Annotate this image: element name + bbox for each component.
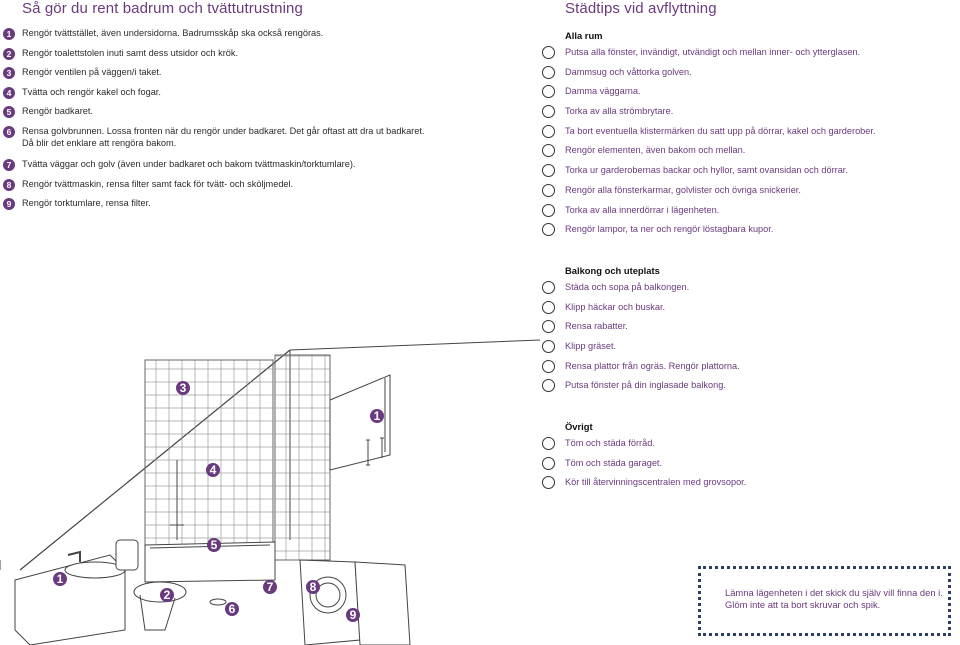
checkbox-circle-icon[interactable] <box>542 360 555 373</box>
checklist-item-label: Torka av alla strömbrytare. <box>565 106 674 117</box>
section-heading-balkong: Balkong och uteplats <box>565 265 660 276</box>
marker-3 <box>176 381 190 395</box>
checklist-item-label: Klipp häckar och buskar. <box>565 301 666 312</box>
checklist-item[interactable] <box>542 341 942 361</box>
checkbox-circle-icon[interactable] <box>542 223 555 236</box>
marker-8 <box>306 580 320 594</box>
checkbox-circle-icon[interactable] <box>542 281 555 294</box>
svg-text:7: 7 <box>266 580 274 594</box>
step-text: Rengör toalettstolen inuti samt dess utsidor och krök. <box>22 47 239 58</box>
step-text-line1: Rensa golvbrunnen. Lossa fronten när du rengör under badkaret. Det går oftast att dra ut badkaret. <box>22 125 425 136</box>
checkbox-circle-icon[interactable] <box>542 164 555 177</box>
marker-1 <box>370 409 384 423</box>
step-item <box>0 197 460 217</box>
checklist-item-label: Töm och städa förråd. <box>565 438 655 448</box>
checkbox-circle-icon[interactable] <box>542 105 555 118</box>
checklist-item[interactable] <box>542 380 942 400</box>
note-line-2: Glöm inte att ta bort skruvar och spik. <box>725 599 881 610</box>
checklist-item-label: Putsa alla fönster, invändigt, utvändigt och mellan inner- och ytterglasen. <box>565 47 861 57</box>
svg-text:3: 3 <box>179 381 187 395</box>
step-text: Rengör tvättstället, även undersidorna. Badrumsskåp ska också rengöras. <box>22 28 324 38</box>
checklist-item[interactable] <box>542 224 942 244</box>
checklist-item[interactable] <box>542 126 942 146</box>
step-text: Tvätta väggar och golv (även under badkaret och bakom tvättmaskin/torktumlare). <box>22 158 356 169</box>
cleaning-steps-list <box>0 27 460 217</box>
svg-text:8: 8 <box>309 580 317 594</box>
marker-4 <box>206 463 220 477</box>
checklist-item[interactable] <box>542 145 942 165</box>
checkbox-circle-icon[interactable] <box>542 85 555 98</box>
step-text: Rengör torktumlare, rensa filter. <box>22 198 151 209</box>
reminder-note-box <box>698 566 951 636</box>
checklist-item[interactable] <box>542 165 942 185</box>
step-item <box>0 105 460 125</box>
checkbox-circle-icon[interactable] <box>542 437 555 450</box>
svg-text:2: 2 <box>163 588 171 602</box>
checkbox-circle-icon[interactable] <box>542 144 555 157</box>
step-text: Tvätta och rengör kakel och fogar. <box>22 86 161 97</box>
checklist-balkong <box>542 282 942 400</box>
checkbox-circle-icon[interactable] <box>542 125 555 138</box>
checklist-item-label: Kör till återvinningscentralen med grovsopor. <box>565 477 747 488</box>
checklist-item[interactable] <box>542 438 942 458</box>
step-item <box>0 66 460 86</box>
marker-5 <box>207 538 221 552</box>
checklist-item-label: Damma väggarna. <box>565 86 641 97</box>
checkbox-circle-icon[interactable] <box>542 476 555 489</box>
bathroom-illustration <box>0 330 540 645</box>
checklist-item[interactable] <box>542 86 942 106</box>
checkbox-circle-icon[interactable] <box>542 301 555 314</box>
svg-text:6: 6 <box>228 602 236 616</box>
checklist-ovrigt <box>542 438 942 497</box>
checkbox-circle-icon[interactable] <box>542 46 555 59</box>
step-number-badge: 3 <box>3 67 15 79</box>
checklist-item-label: Rensa plattor från ogräs. Rengör plattorna. <box>565 360 740 371</box>
step-number-badge: 1 <box>3 28 15 40</box>
checklist-item[interactable] <box>542 47 942 67</box>
step-item <box>0 86 460 106</box>
step-text: Rengör badkaret. <box>22 106 93 117</box>
checklist-item[interactable] <box>542 106 942 126</box>
step-number-badge: 8 <box>3 179 15 191</box>
checklist-item[interactable] <box>542 282 942 302</box>
checklist-item[interactable] <box>542 67 942 87</box>
svg-text:1: 1 <box>373 409 381 423</box>
marker-7 <box>263 580 277 594</box>
marker-2 <box>160 588 174 602</box>
svg-text:4: 4 <box>209 463 217 477</box>
checklist-item[interactable] <box>542 361 942 381</box>
section-heading-ovrigt: Övrigt <box>565 421 593 432</box>
checkbox-circle-icon[interactable] <box>542 379 555 392</box>
page-title-right: Städtips vid avflyttning <box>565 0 717 17</box>
checklist-item[interactable] <box>542 205 942 225</box>
note-line-1: Lämna lägenheten i det skick du själv vill finna den i. <box>725 587 943 598</box>
step-item <box>0 158 460 178</box>
step-text <box>22 125 452 150</box>
step-item <box>0 178 460 198</box>
section-heading-alla-rum: Alla rum <box>565 30 603 41</box>
svg-text:1: 1 <box>56 572 64 586</box>
checkbox-circle-icon[interactable] <box>542 66 555 79</box>
checklist-item-label: Rengör lampor, ta ner och rengör löstagbara kupor. <box>565 224 774 235</box>
checklist-item[interactable] <box>542 321 942 341</box>
checklist-item-label: Torka av alla innerdörrar i lägenheten. <box>565 204 720 215</box>
svg-text:5: 5 <box>210 538 218 552</box>
checklist-item[interactable] <box>542 185 942 205</box>
step-number-badge: 7 <box>3 159 15 171</box>
checklist-item-label: Töm och städa garaget. <box>565 457 663 468</box>
checkbox-circle-icon[interactable] <box>542 320 555 333</box>
step-item <box>0 27 460 47</box>
checklist-alla-rum <box>542 47 942 244</box>
checkbox-circle-icon[interactable] <box>542 457 555 470</box>
svg-text:9: 9 <box>349 608 357 622</box>
checklist-item-label: Klipp gräset. <box>565 341 617 352</box>
marker-1b <box>53 572 67 586</box>
step-number-badge: 9 <box>3 198 15 210</box>
checklist-item[interactable] <box>542 477 942 497</box>
step-number-badge: 5 <box>3 106 15 118</box>
step-number-badge: 6 <box>3 126 15 138</box>
checkbox-circle-icon[interactable] <box>542 340 555 353</box>
checklist-item-label: Putsa fönster på din inglasade balkong. <box>565 380 726 391</box>
checklist-item[interactable] <box>542 302 942 322</box>
checklist-item-label: Torka ur garderobernas backar och hyllor, samt ovansidan och dörrar. <box>565 165 848 176</box>
reminder-note-text <box>725 587 950 611</box>
step-number-badge: 2 <box>3 48 15 60</box>
checklist-item-label: Dammsug och våttorka golven. <box>565 66 692 77</box>
step-text: Rengör tvättmaskin, rensa filter samt fack för tvätt- och sköljmedel. <box>22 178 294 189</box>
checklist-item[interactable] <box>542 458 942 478</box>
step-item <box>0 125 460 158</box>
step-number-badge: 4 <box>3 87 15 99</box>
step-item <box>0 47 460 67</box>
checkbox-circle-icon[interactable] <box>542 204 555 217</box>
checklist-item-label: Rensa rabatter. <box>565 321 628 332</box>
marker-9 <box>346 608 360 622</box>
checkbox-circle-icon[interactable] <box>542 184 555 197</box>
page-title-left: Så gör du rent badrum och tvättutrustning <box>22 0 303 17</box>
checklist-item-label: Rengör elementen, även bakom och mellan. <box>565 145 746 156</box>
checklist-item-label: Rengör alla fönsterkarmar, golvlister och övriga snickerier. <box>565 184 801 195</box>
step-text: Rengör ventilen på väggen/i taket. <box>22 67 162 78</box>
step-text-line2: Då blir det enklare att rengöra bakom. <box>22 138 177 149</box>
checklist-item-label: Ta bort eventuella klistermärken du satt upp på dörrar, kakel och garderober. <box>565 125 876 136</box>
checklist-item-label: Städa och sopa på balkongen. <box>565 282 690 292</box>
marker-6 <box>225 602 239 616</box>
